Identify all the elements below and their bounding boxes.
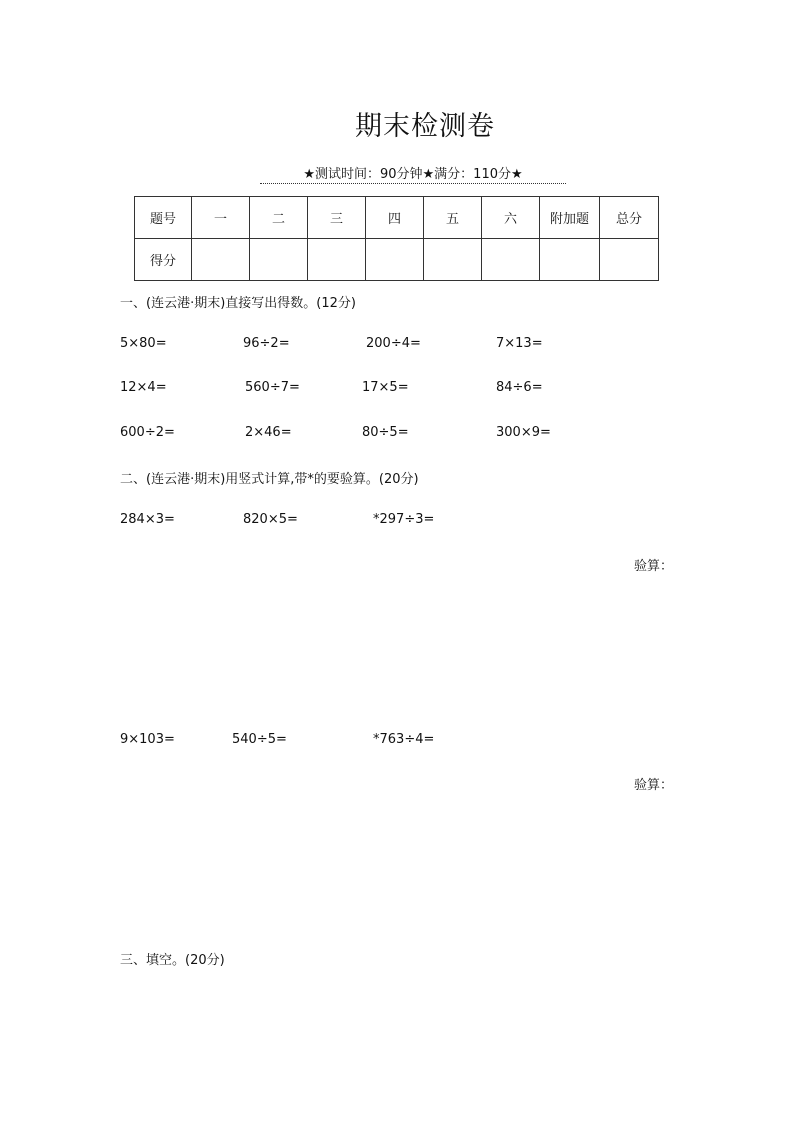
- score-cell[interactable]: [250, 239, 308, 281]
- section-3-heading: 三、填空。(20分): [120, 953, 225, 968]
- page-title: 期末检测卷: [355, 111, 495, 142]
- header-cell: 一: [192, 197, 250, 239]
- header-cell: 六: [482, 197, 540, 239]
- header-cell: 总分: [600, 197, 659, 239]
- question-item: 9×103=: [120, 732, 175, 747]
- score-cell[interactable]: [308, 239, 366, 281]
- score-cell[interactable]: [540, 239, 600, 281]
- row-label-cell: 得分: [135, 239, 192, 281]
- question-item: 300×9=: [496, 425, 551, 440]
- score-cell[interactable]: [192, 239, 250, 281]
- verification-label: 验算：: [633, 559, 673, 574]
- header-cell: 五: [424, 197, 482, 239]
- question-item: *297÷3=: [373, 512, 435, 527]
- question-item: 96÷2=: [243, 336, 290, 351]
- question-item: 600÷2=: [120, 425, 175, 440]
- section-1-heading: 一、(连云港·期末)直接写出得数。(12分): [120, 296, 356, 311]
- header-cell: 二: [250, 197, 308, 239]
- question-item: 7×13=: [496, 336, 543, 351]
- score-cell[interactable]: [424, 239, 482, 281]
- question-item: 820×5=: [243, 512, 298, 527]
- header-cell: 题号: [135, 197, 192, 239]
- score-table-score-row: [135, 239, 659, 281]
- question-item: 284×3=: [120, 512, 175, 527]
- header-cell: 三: [308, 197, 366, 239]
- score-cell[interactable]: [482, 239, 540, 281]
- question-item: 200÷4=: [366, 336, 421, 351]
- question-item: 2×46=: [245, 425, 292, 440]
- question-item: *763÷4=: [373, 732, 435, 747]
- verification-label: 验算：: [633, 778, 673, 793]
- score-table-header-row: [135, 197, 659, 239]
- question-item: 84÷6=: [496, 380, 543, 395]
- section-2-heading: 二、(连云港·期末)用竖式计算,带*的要验算。(20分): [120, 472, 419, 487]
- exam-info-subtitle: ★测试时间：90分钟★满分：110分★: [260, 163, 566, 184]
- question-item: 5×80=: [120, 336, 167, 351]
- question-item: 12×4=: [120, 380, 167, 395]
- question-item: 560÷7=: [245, 380, 300, 395]
- score-cell[interactable]: [600, 239, 659, 281]
- score-table: [134, 196, 659, 281]
- header-cell: 四: [366, 197, 424, 239]
- score-cell[interactable]: [366, 239, 424, 281]
- question-item: 17×5=: [362, 380, 409, 395]
- question-item: 540÷5=: [232, 732, 287, 747]
- header-cell: 附加题: [540, 197, 600, 239]
- question-item: 80÷5=: [362, 425, 409, 440]
